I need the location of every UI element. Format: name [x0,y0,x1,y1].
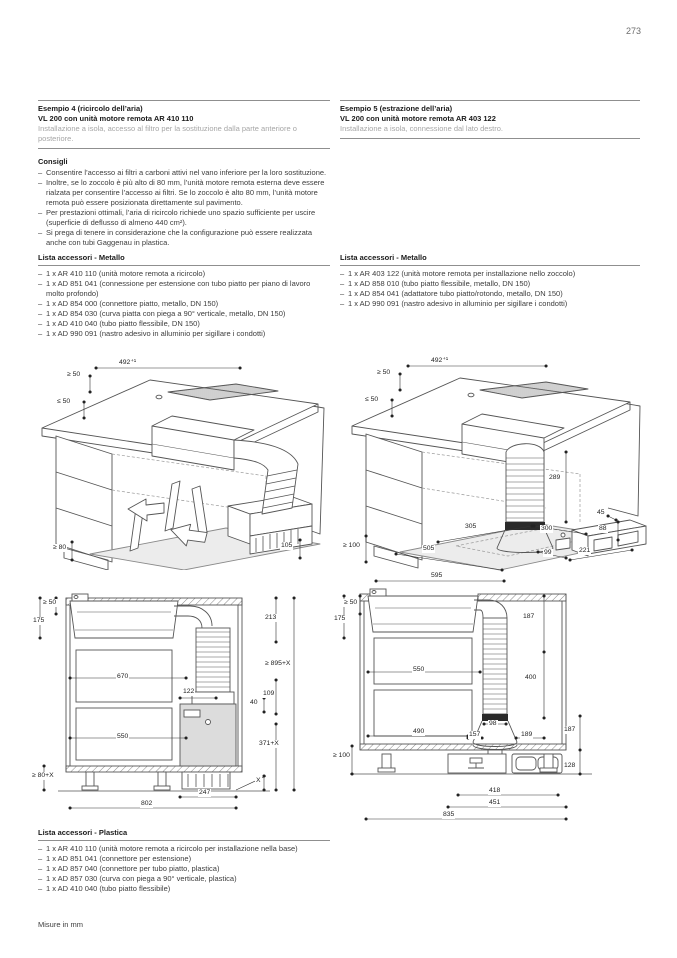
dim-label: 40 [250,699,258,706]
figure-esempio5-section [330,568,614,830]
bullet-dash: – [38,309,43,318]
accessory-item [38,279,330,299]
bullet-dash: – [38,874,43,883]
consigli-heading: Consigli [38,157,68,166]
accessory-item [38,309,330,319]
accessory-item [38,864,330,874]
tip-text: Consentire l’accesso ai filtri a carboni attivi nel vano inferiore per la loro sostituzione. [46,168,327,177]
accessory-item [340,289,640,299]
dim-label: 305 [465,523,477,530]
dim-label: 289 [549,474,561,481]
bullet-dash: – [340,289,345,298]
dim-label: 550 [117,733,129,740]
dim-label: 418 [489,787,501,794]
dim-label: 187 [564,726,576,733]
technical-drawing-extraction-section [330,568,614,830]
dim-label: 300 [541,525,553,532]
tip-text: Si prega di tenere in considerazione che la configurazione può essere realizzata anche con tubi Gaggenau in plastica. [46,228,312,247]
dim-label: 99 [544,549,552,556]
accessory-item [38,844,330,854]
accessory-text: 1 x AD 858 010 (tubo piatto flessibile, metallo, DN 150) [348,279,531,288]
dim-label: 157 [469,731,481,738]
tip-item [38,228,334,248]
plastica-heading: Lista accessori - Plastica [38,828,330,841]
accessory-text: 1 x AD 857 030 (curva con piega a 90° verticale, plastica) [46,874,237,883]
dim-label: 128 [564,762,576,769]
tip-item [38,178,334,208]
dim-label: 492⁺¹ [119,359,137,366]
bullet-dash: – [38,299,43,308]
accessory-text: 1 x AD 410 040 (tubo piatto flessibile, DN 150) [46,319,200,328]
bullet-dash: – [38,168,43,177]
dim-label: 451 [489,799,501,806]
bullet-dash: – [38,208,43,217]
dim-label: 221 [579,547,591,554]
dim-label: 98 [489,720,497,727]
section-accessori-metallo-right [340,253,640,309]
accessory-text: 1 x AD 854 030 (curva piatta con piega a 90° verticale, metallo, DN 150) [46,309,286,318]
example4-subtitle: VL 200 con unità motore remota AR 410 110 [38,114,194,123]
dim-label: 122 [183,688,195,695]
accessory-text: 1 x AD 857 040 (connettore per tubo piatto, plastica) [46,864,220,873]
accessory-text: 1 x AD 854 000 (connettore piatto, metallo, DN 150) [46,299,219,308]
accessory-item [38,269,330,279]
metallo-left-heading: Lista accessori - Metallo [38,253,330,266]
accessory-item [340,299,640,309]
metallo-right-heading: Lista accessori - Metallo [340,253,640,266]
dim-label: ≤ 50 [365,396,379,403]
accessory-item [340,269,640,279]
dim-label: 490 [413,728,425,735]
dim-label: ≥ 50 [344,599,358,606]
example4-title: Esempio 4 (ricircolo dell’aria) [38,104,143,113]
accessory-text: 1 x AD 990 091 (nastro adesivo in alluminio per sigillare i condotti) [46,329,266,338]
bullet-dash: – [340,269,345,278]
dim-label: 45 [597,509,605,516]
accessory-text: 1 x AD 990 091 (nastro adesivo in alluminio per sigillare i condotti) [348,299,568,308]
bullet-dash: – [38,269,43,278]
accessory-text: 1 x AD 851 041 (connessione per estensione con tubo piatto per piano di lavoro molto profondo) [46,279,311,298]
page-number: 273 [625,26,641,36]
dim-label: 492⁺¹ [431,357,449,364]
dim-label: ≥ 50 [67,371,81,378]
dim-label: 175 [334,615,346,622]
bullet-dash: – [340,279,345,288]
dim-label: 595 [431,572,443,579]
accessory-text: 1 x AD 410 040 (tubo piatto flessibile) [46,884,171,893]
tip-text: Per prestazioni ottimali, l’aria di ricircolo richiede uno spazio sufficiente per uscire (superficie di deflusso di almeno 440 cm²). [46,208,316,227]
bullet-dash: – [38,884,43,893]
dim-label: 247 [199,789,211,796]
bullet-dash: – [38,178,43,187]
technical-drawing-recirculation-iso [32,358,328,570]
accessory-item [38,299,330,309]
dim-label: 505 [423,545,435,552]
dim-label: 105 [281,542,293,549]
bullet-dash: – [38,864,43,873]
dim-label: 670 [117,673,129,680]
section-consigli [38,157,334,248]
example4-header [38,100,330,149]
dim-label: 550 [413,666,425,673]
dim-label: 187 [523,613,535,620]
units-note: Misure in mm [38,920,84,929]
example4-description: Installazione a isola, accesso al filtro per la sostituzione dalla parte anteriore o posteriore. [38,124,297,143]
accessory-text: 1 x AD 851 041 (connettore per estensione) [46,854,192,863]
bullet-dash: – [38,844,43,853]
accessory-text: 1 x AR 410 110 (unità motore remota a ricircolo) [46,269,206,278]
bullet-dash: – [38,854,43,863]
dim-label: ≥ 895+X [265,660,291,667]
section-accessori-metallo-left [38,253,330,339]
accessory-item [340,279,640,289]
dim-label: 175 [33,617,45,624]
bullet-dash: – [38,228,43,237]
dim-label: ≥ 100 [343,542,360,549]
dim-label: ≤ 50 [57,398,71,405]
figure-esempio4-section [30,586,302,822]
dim-label: ≥ 100 [333,752,350,759]
dim-label: 835 [443,811,455,818]
technical-drawing-extraction-iso [340,356,656,578]
dim-label: ≥ 80+X [32,772,54,779]
example5-description: Installazione a isola, connessione dal lato destro. [340,124,504,133]
example5-title: Esempio 5 (estrazione dell’aria) [340,104,453,113]
dim-label: 189 [521,731,533,738]
example5-header [340,100,640,139]
figure-esempio4-isometric [32,358,328,570]
accessory-item [38,884,330,894]
bullet-dash: – [38,319,43,328]
dim-label: 213 [265,614,277,621]
figure-esempio5-isometric [340,356,656,578]
dim-label: 371+X [259,740,279,747]
accessory-item [38,329,330,339]
dim-label: 109 [263,690,275,697]
tip-item [38,208,334,228]
tip-text: Inoltre, se lo zoccolo è più alto di 80 mm, l’unità motore remota esterna deve essere rialzata per consentire l’accesso ai filtri. Se lo zoccolo è alto 80 mm, l’unità motore remota può essere posizionata direttamente sul pavimento. [46,178,325,207]
dim-label: ≥ 80 [53,544,67,551]
dim-label: ≥ 50 [43,599,57,606]
bullet-dash: – [38,279,43,288]
dim-label: 802 [141,800,153,807]
accessory-item [38,874,330,884]
accessory-text: 1 x AR 410 110 (unità motore remota a ricircolo per installazione nella base) [46,844,298,853]
accessory-text: 1 x AR 403 122 (unità motore remota per installazione nello zoccolo) [348,269,576,278]
accessory-item [38,854,330,864]
dim-label: 88 [599,525,607,532]
dim-label: ≥ 50 [377,369,391,376]
tip-item [38,168,334,178]
accessory-text: 1 x AD 854 041 (adattatore tubo piatto/rotondo, metallo, DN 150) [348,289,563,298]
technical-drawing-recirculation-section [30,586,302,822]
bullet-dash: – [38,329,43,338]
example5-subtitle: VL 200 con unità motore remota AR 403 122 [340,114,496,123]
accessory-item [38,319,330,329]
bullet-dash: – [340,299,345,308]
dim-label: X [256,777,261,784]
section-accessori-plastica [38,828,330,894]
dim-label: 400 [525,674,537,681]
